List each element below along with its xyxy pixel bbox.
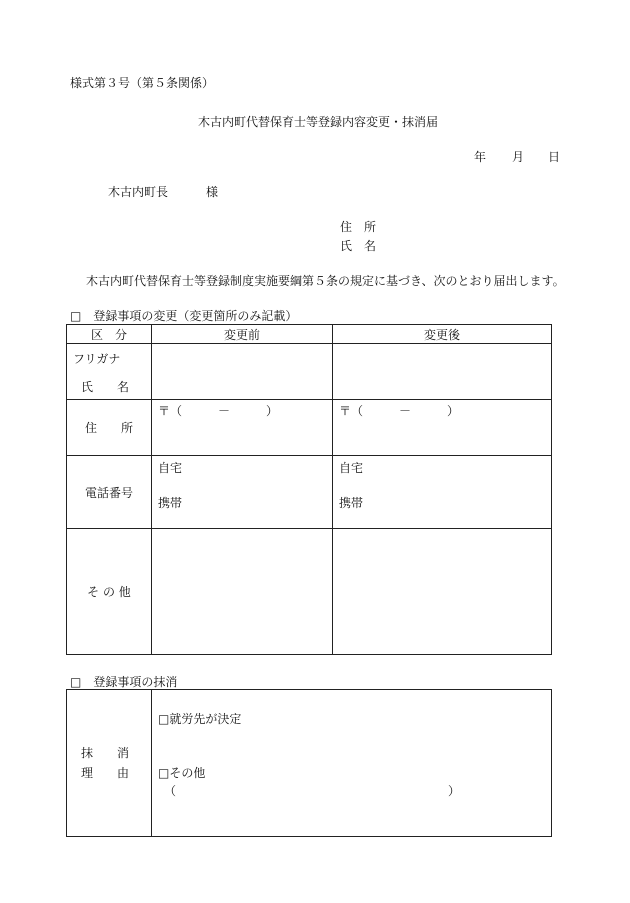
- option-other[interactable]: □その他: [158, 766, 206, 780]
- date-month: 月: [512, 150, 525, 164]
- name-before-field[interactable]: [152, 344, 333, 400]
- addressee-name: 木古内町長: [108, 185, 169, 199]
- option-employment-decided[interactable]: □就労先が決定: [158, 712, 242, 726]
- form-number: 様式第３号（第５条関係）: [70, 76, 215, 90]
- name-label-cell: [67, 344, 152, 400]
- home-after-label: 自宅: [339, 461, 364, 475]
- mobile-before-label: 携帯: [158, 496, 183, 510]
- phone-before-field[interactable]: [152, 456, 333, 529]
- applicant-name-label: 氏 名: [340, 239, 377, 253]
- paren-open: （: [164, 784, 177, 798]
- change-section-heading: □ 登録事項の変更（変更箇所のみ記載）: [70, 309, 298, 323]
- date-day: 日: [548, 150, 561, 164]
- cancel-section-heading: □ 登録事項の抹消: [70, 675, 178, 689]
- header-before: 変更前: [152, 325, 333, 344]
- name-after-field[interactable]: [333, 344, 552, 400]
- address-before-field[interactable]: [152, 400, 333, 456]
- addressee-honorific: 様: [206, 185, 219, 199]
- furigana-label: フリガナ: [73, 352, 121, 366]
- address-label: 住 所: [67, 400, 152, 456]
- applicant-address-label: 住 所: [340, 220, 377, 234]
- header-category: 区 分: [67, 325, 152, 344]
- date-year: 年: [474, 150, 487, 164]
- cancel-reason-field[interactable]: [152, 690, 552, 837]
- phone-after-field[interactable]: [333, 456, 552, 529]
- postal-after: 〒（ － ）: [339, 404, 460, 418]
- paren-close: ）: [448, 784, 461, 798]
- address-after-field[interactable]: [333, 400, 552, 456]
- other-label: そ の 他: [67, 529, 152, 655]
- cancel-label-line1: 抹 消: [81, 746, 130, 760]
- form-title: 木古内町代替保育士等登録内容変更・抹消届: [198, 115, 439, 129]
- cancel-label-line2: 理 由: [81, 766, 130, 780]
- other-before-field[interactable]: [152, 529, 333, 655]
- phone-label: 電話番号: [67, 456, 152, 529]
- other-after-field[interactable]: [333, 529, 552, 655]
- home-before-label: 自宅: [158, 461, 183, 475]
- change-table: [66, 324, 552, 655]
- header-after: 変更後: [333, 325, 552, 344]
- cancel-table: [66, 689, 552, 837]
- cancel-reason-label-cell: [67, 690, 152, 837]
- postal-before: 〒（ － ）: [158, 404, 279, 418]
- statement-text: 木古内町代替保育士等登録制度実施要綱第５条の規定に基づき、次のとおり届出します。: [86, 274, 565, 288]
- mobile-after-label: 携帯: [339, 496, 364, 510]
- name-label: 氏 名: [81, 380, 130, 394]
